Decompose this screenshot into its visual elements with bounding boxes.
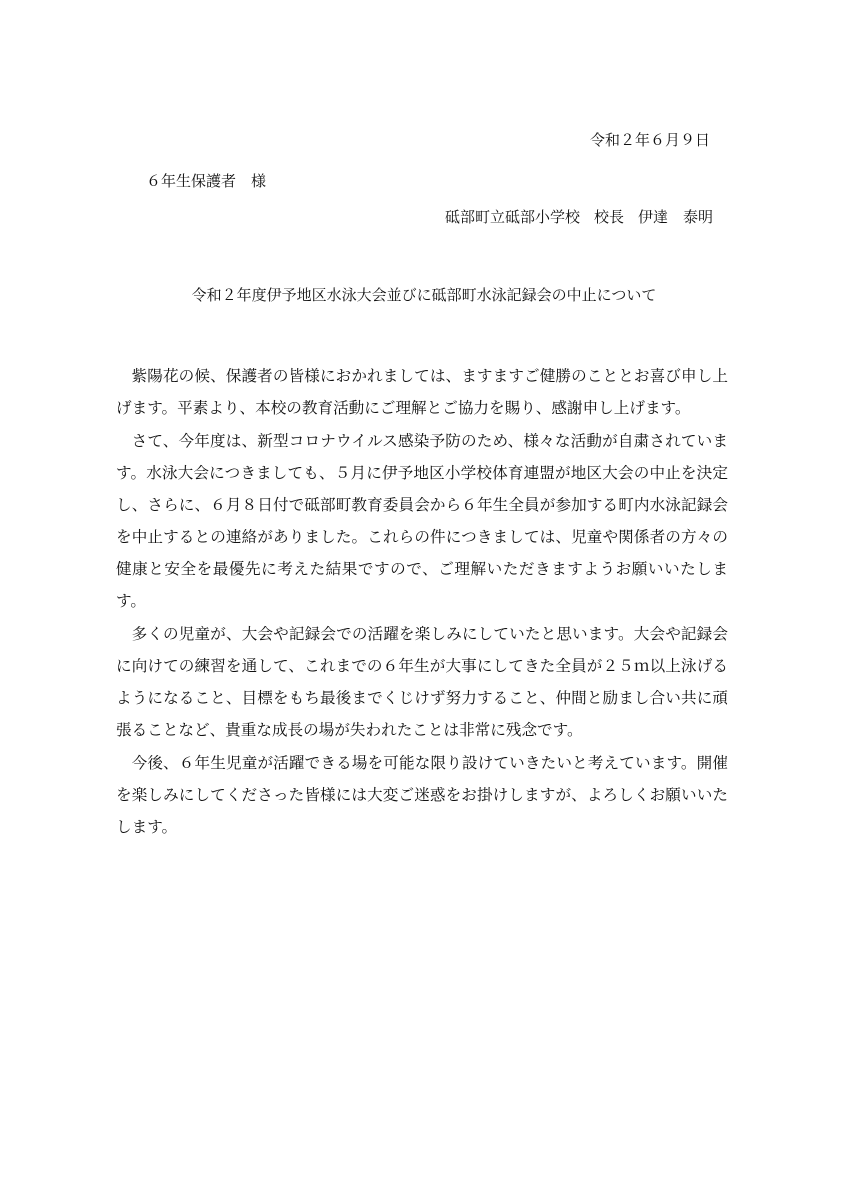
document-date: 令和２年６月９日 — [589, 131, 710, 149]
body-paragraph-3: 多くの児童が、大会や記録会での活躍を楽しみにしていたと思います。大会や記録会に向けての練習を通して、これまでの６年生が大事にしてきた全員が２５ｍ以上泳げるようになること、目標をもち最後までくじけず努力すること、仲間と励まし合い共に頑張ることなど、貴重な成長の場が失われたことは非常に残念です。 — [116, 625, 728, 739]
recipient-line: ６年生保護者 様 — [146, 172, 267, 190]
body-paragraph-1: 紫陽花の候、保護者の皆様におかれましては、ますますご健勝のこととお喜び申し上げます。平素より、本校の教育活動にご理解とご協力を賜り、感謝申し上げます。 — [116, 367, 728, 417]
document-title: 令和２年度伊予地区水泳大会並びに砥部町水泳記録会の中止について — [191, 286, 657, 304]
sender-line — [445, 206, 713, 227]
sender-school: 砥部町立砥部小学校 — [444, 208, 580, 226]
sender-position: 校長 — [593, 208, 624, 226]
body-paragraph-4: 今後、６年生児童が活躍できる場を可能な限り設けていきたいと考えています。開催を楽しみにしてくださった皆様には大変ご迷惑をお掛けしますが、よろしくお願いいたします。 — [116, 754, 728, 836]
body-paragraph-2: さて、今年度は、新型コロナウイルス感染予防のため、様々な活動が自粛されています。水泳大会につきましても、５月に伊予地区小学校体育連盟が地区大会の中止を決定し、さらに、６月８日付で砥部町教育委員会から６年生全員が参加する町内水泳記録会を中止するとの連絡がありました。これらの件につきましては、児童や関係者の方々の健康と安全を最優先に考えた結果ですので、ご理解いただきますようお願いいたします。 — [116, 432, 728, 610]
document-body — [116, 360, 728, 844]
sender-name: 伊達 泰明 — [637, 208, 713, 226]
